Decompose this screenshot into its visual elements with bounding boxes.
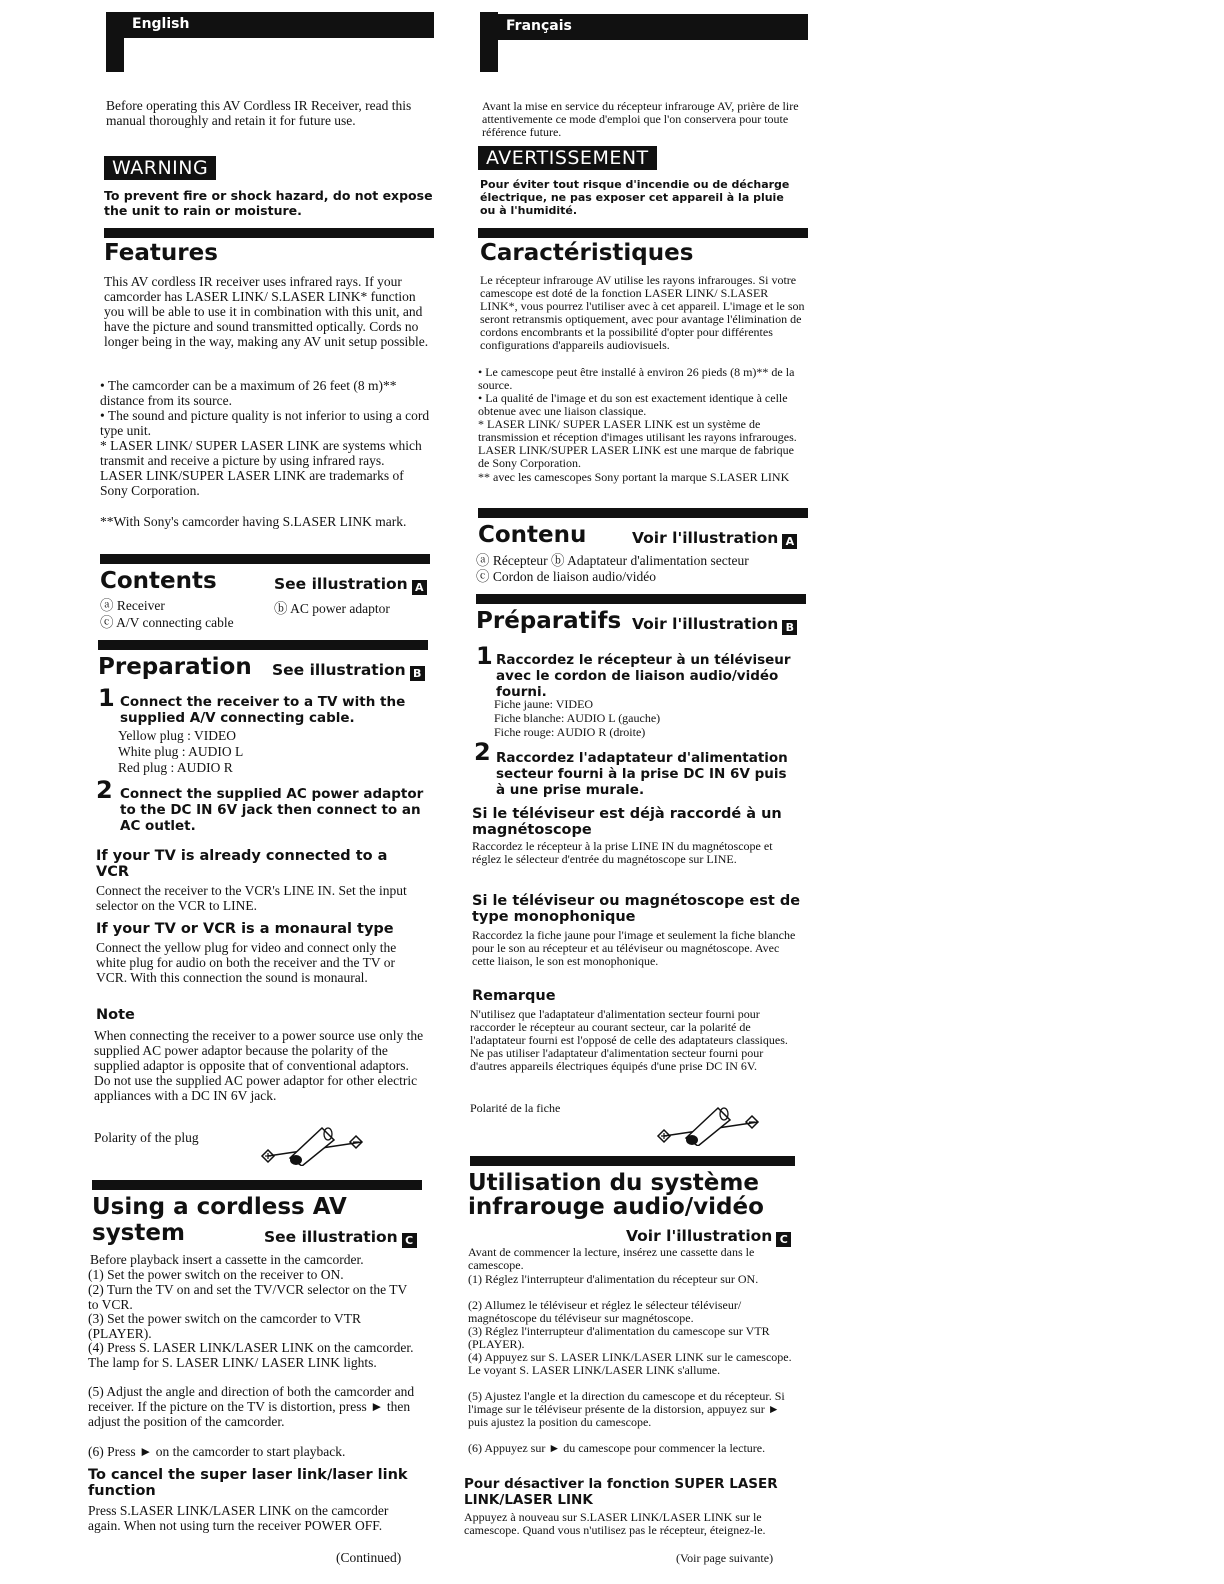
using-step: (3) Set the power switch on the camcorder to VTR (PLAYER).: [88, 1311, 362, 1341]
vcr-text: Connect the receiver to the VCR's LINE IN. Set the input selector on the VCR to LINE.: [96, 883, 407, 913]
section-bar: [470, 1156, 795, 1166]
step-title: Connect the supplied AC power adaptor to the DC IN 6V jack then connect to an AC outlet.: [120, 786, 424, 834]
features-title: Caractéristiques: [480, 240, 694, 266]
plug-line: Red plug : AUDIO R: [118, 760, 233, 775]
intro-text: Before operating this AV Cordless IR Receiver, read this manual thoroughly and retain it for future use.: [106, 98, 412, 128]
step-number: 2: [96, 776, 113, 804]
language-label: Français: [506, 18, 572, 34]
continued-label: (Voir page suivante): [676, 1551, 774, 1565]
vcr-title: Si le téléviseur est déjà raccordé à un magnétoscope: [472, 806, 782, 838]
illustration-box-c: C: [776, 1232, 791, 1247]
using-title-line2: system: [92, 1220, 185, 1246]
features-bullet: • La qualité de l'image et du son est exactement identique à celle obtenue avec une liaison classique.: [478, 391, 788, 418]
mono-text: Connect the yellow plug for video and connect only the white plug for audio on both the receiver and the TV or VCR. With this connection the sound is monaural.: [96, 940, 397, 985]
language-label: English: [132, 16, 190, 32]
features-bullet: * LASER LINK/ SUPER LASER LINK est un système de transmission et réception d'images utilisant les rayons infrarouges. LASER LINK/SUPER LASER LINK est une marque de fabrique de Sony Corporation.: [478, 417, 797, 470]
using-step: (4) Appuyez sur S. LASER LINK/LASER LINK sur le camescope. Le voyant S. LASER LINK/LASER LINK s'allume.: [468, 1350, 792, 1377]
warning-label: AVERTISSEMENT: [478, 146, 657, 170]
plug-line: White plug : AUDIO L: [118, 744, 244, 759]
section-bar: [92, 1180, 422, 1190]
contents-title: Contents: [100, 568, 217, 594]
step-title: Raccordez l'adaptateur d'alimentation secteur fourni à la prise DC IN 6V puis à une prise murale.: [496, 750, 788, 798]
using-step: (5) Ajustez l'angle et la direction du camescope et du récepteur. Si l'image sur le téléviseur présente de la distorsion, appuyez sur ► puis ajustez la position du camescope.: [468, 1389, 785, 1429]
using-title-line1: Utilisation du système: [468, 1170, 759, 1196]
plug-polarity-icon: [260, 1116, 370, 1166]
features-title: Features: [104, 240, 218, 266]
language-tab: [106, 12, 434, 38]
note-text: When connecting the receiver to a power source use only the supplied AC power adaptor because the polarity of the supplied adaptor is opposite that of conventional adaptors. Do not use the supplied AC power adaptor for other electric appliances with a DC IN 6V jack.: [94, 1028, 424, 1103]
see-illustration-label: Voir l'illustration B: [632, 615, 797, 635]
see-illustration-label: Voir l'illustration A: [632, 529, 797, 549]
features-bullet: **With Sony's camcorder having S.LASER LINK mark.: [100, 514, 407, 529]
plug-polarity-icon: [656, 1096, 766, 1146]
using-step: (6) Press ► on the camcorder to start playback.: [88, 1444, 346, 1459]
using-step: (1) Réglez l'interrupteur d'alimentation du récepteur sur ON.: [468, 1272, 759, 1286]
section-bar: [476, 594, 806, 604]
vcr-title: If your TV is already connected to a VCR: [96, 848, 388, 880]
contents-item: ⓒ A/V connecting cable: [100, 615, 234, 630]
cancel-title: To cancel the super laser link/laser link function: [88, 1467, 408, 1499]
using-intro: Avant de commencer la lecture, insérez une cassette dans le camescope.: [468, 1245, 755, 1272]
plug-line: Fiche blanche: AUDIO L (gauche): [494, 711, 661, 725]
cancel-title: Pour désactiver la fonction SUPER LASER LINK/LASER LINK: [464, 1476, 778, 1508]
features-bullet: ** avec les camescopes Sony portant la marque S.LASER LINK: [478, 470, 790, 484]
step-number: 1: [476, 642, 493, 670]
mono-title: Si le téléviseur ou magnétoscope est de type monophonique: [472, 893, 801, 925]
note-title: Note: [96, 1007, 135, 1023]
illustration-box-c: C: [402, 1233, 417, 1248]
see-illustration-label: See illustration A: [274, 575, 427, 595]
using-step: (6) Appuyez sur ► du camescope pour commencer la lecture.: [468, 1441, 766, 1455]
using-title-line2: infrarouge audio/vidéo: [468, 1194, 764, 1220]
section-bar: [104, 228, 434, 238]
using-step: (5) Adjust the angle and direction of both the camcorder and receiver. If the picture on the TV is distortion, press ► then adjust the position of the camcorder.: [88, 1384, 415, 1429]
note-text: N'utilisez que l'adaptateur d'alimentation secteur fourni pour raccorder le récepteur au courant secteur, car la polarité de l'adaptateur fourni est l'opposé de celle des adaptateurs classiques. Ne pas utiliser l'adaptateur d'alimentation secteur fourni pour d'autres appareils électriques équipés d'une prise DC IN 6V.: [470, 1007, 788, 1073]
preparation-title: Préparatifs: [476, 608, 622, 634]
illustration-box-a: A: [782, 534, 797, 549]
contents-item: ⓐ Récepteur ⓑ Adaptateur d'alimentation secteur: [476, 553, 749, 568]
using-step: (1) Set the power switch on the receiver to ON.: [88, 1267, 344, 1282]
features-bullet: * LASER LINK/ SUPER LASER LINK are systems which transmit and receive a picture by using infrared rays. LASER LINK/SUPER LASER LINK are trademarks of Sony Corporation.: [100, 438, 422, 498]
plug-line: Fiche jaune: VIDEO: [494, 697, 594, 711]
cancel-text: Press S.LASER LINK/LASER LINK on the camcorder again. When not using turn the receiver POWER OFF.: [88, 1503, 389, 1533]
features-text: Le récepteur infrarouge AV utilise les rayons infrarouges. Si votre camescope est doté de la fonction LASER LINK/ S.LASER LINK*, vous pourrez l'utiliser avec à cet appareil. L'image et le son seront retransmis optiquement, avec pour avantage l'élimination de cordons encombrants et la possibilité d'opter pour différentes configurations d'appareils audiovisuels.: [480, 273, 805, 352]
illustration-box-b: B: [782, 620, 797, 635]
section-bar: [478, 228, 808, 238]
vcr-text: Raccordez le récepteur à la prise LINE IN du magnétoscope et réglez le sélecteur d'entrée du magnétoscope sur LINE.: [472, 839, 773, 866]
plug-line: Fiche rouge: AUDIO R (droite): [494, 725, 646, 739]
polarity-label: Polarity of the plug: [94, 1130, 199, 1145]
warning-text: Pour éviter tout risque d'incendie ou de décharge électrique, ne pas exposer cet appareil à la pluie ou à l'humidité.: [480, 178, 790, 217]
preparation-title: Preparation: [98, 654, 252, 680]
see-illustration-label: Voir l'illustration C: [626, 1227, 791, 1247]
features-bullet: • The camcorder can be a maximum of 26 feet (8 m)** distance from its source.: [100, 378, 397, 408]
intro-text: Avant la mise en service du récepteur infrarouge AV, prière de lire attentivemente ce mode d'emploi que l'on conservera pour toute référence future.: [482, 99, 799, 139]
using-step: (2) Turn the TV on and set the TV/VCR selector on the TV to VCR.: [88, 1282, 407, 1312]
features-text: This AV cordless IR receiver uses infrared rays. If your camcorder has LASER LINK/ S.LASER LINK* function you will be able to use it in combination with this unit, and have the picture and sound transmitted optically. Cords no longer being in the way, making any AV unit setup possible.: [104, 274, 429, 349]
using-step: (4) Press S. LASER LINK/LASER LINK on the camcorder. The lamp for S. LASER LINK/ LASER LINK lights.: [88, 1340, 414, 1370]
step-number: 1: [98, 684, 115, 712]
step-number: 2: [474, 738, 491, 766]
illustration-box-a: A: [412, 580, 427, 595]
continued-label: (Continued): [336, 1550, 402, 1565]
step-title: Connect the receiver to a TV with the supplied A/V connecting cable.: [120, 694, 406, 726]
plug-line: Yellow plug : VIDEO: [118, 728, 237, 743]
note-title: Remarque: [472, 988, 556, 1004]
see-illustration-label: See illustration B: [272, 661, 425, 681]
features-bullet: • Le camescope peut être installé à environ 26 pieds (8 m)** de la source.: [478, 365, 795, 392]
cancel-text: Appuyez à nouveau sur S.LASER LINK/LASER LINK sur le camescope. Quand vous n'utilisez pas le récepteur, éteignez-le.: [464, 1510, 766, 1537]
using-intro: Before playback insert a cassette in the camcorder.: [90, 1252, 364, 1267]
see-illustration-label: See illustration C: [264, 1228, 417, 1248]
section-bar: [98, 640, 428, 650]
features-bullet: • The sound and picture quality is not inferior to using a cord type unit.: [100, 408, 430, 438]
mono-title: If your TV or VCR is a monaural type: [96, 921, 394, 937]
contents-item: ⓐ Receiver: [100, 598, 165, 613]
section-bar: [478, 508, 808, 518]
polarity-label: Polarité de la fiche: [470, 1101, 561, 1115]
section-bar: [100, 554, 430, 564]
contents-title: Contenu: [478, 522, 587, 548]
using-title-line1: Using a cordless AV: [92, 1194, 347, 1220]
contents-item: ⓑ AC power adaptor: [274, 601, 390, 616]
warning-text: To prevent fire or shock hazard, do not expose the unit to rain or moisture.: [104, 188, 433, 218]
language-tab: [480, 14, 808, 40]
illustration-box-b: B: [410, 666, 425, 681]
using-step: (3) Réglez l'interrupteur d'alimentation du camescope sur VTR (PLAYER).: [468, 1324, 770, 1351]
using-step: (2) Allumez le téléviseur et réglez le sélecteur téléviseur/ magnétoscope du téléviseur sur magnétoscope.: [468, 1298, 742, 1325]
warning-label: WARNING: [104, 156, 216, 180]
step-title: Raccordez le récepteur à un téléviseur avec le cordon de liaison audio/vidéo fourni.: [496, 652, 791, 700]
contents-item: ⓒ Cordon de liaison audio/vidéo: [476, 569, 656, 584]
mono-text: Raccordez la fiche jaune pour l'image et seulement la fiche blanche pour le son au récepteur et au téléviseur ou magnétoscope. Avec cette liaison, le son est monophonique.: [472, 928, 796, 968]
